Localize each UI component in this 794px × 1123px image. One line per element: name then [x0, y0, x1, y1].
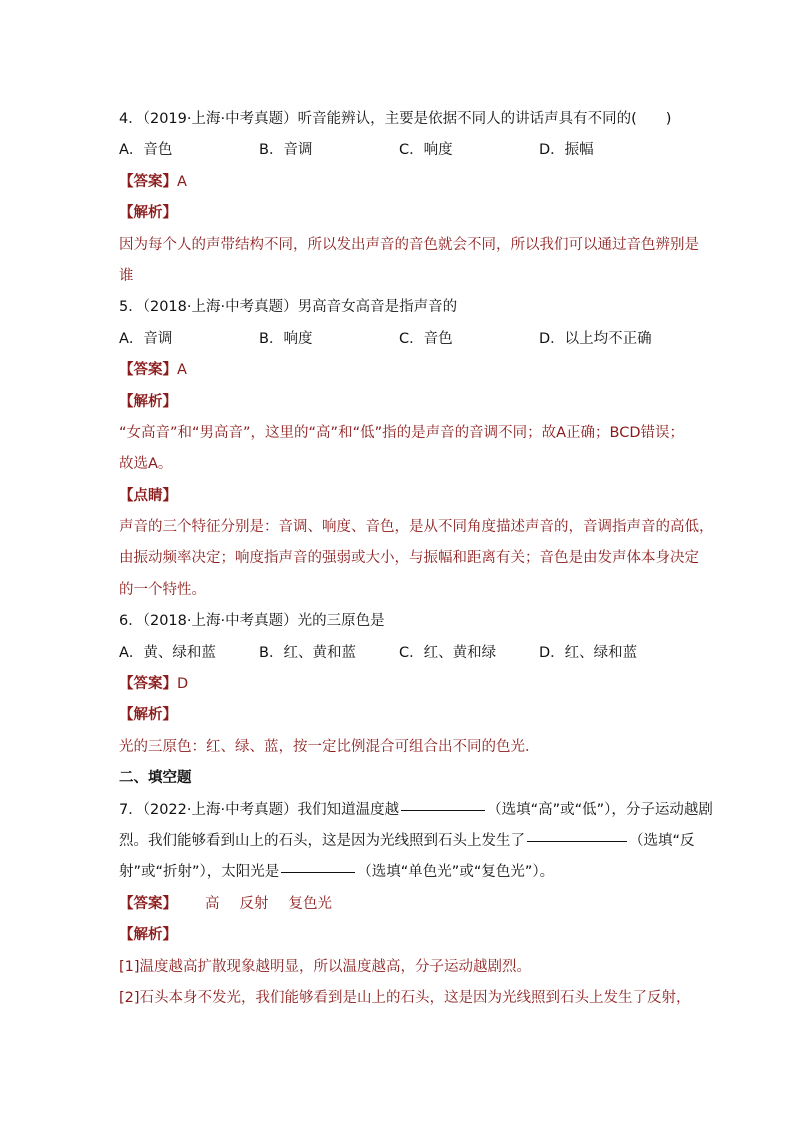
q4-answer — [119, 167, 679, 198]
q7-text: 烈。我们能够看到山上的石头，这是因为光线照到石头上发生了 — [119, 832, 525, 849]
q7-text: （选填“高”或“低”），分子运动越剧 — [487, 801, 713, 818]
answer-value: 反射 — [239, 895, 269, 912]
answer-label: 【答案】 — [119, 173, 177, 190]
answer-value: A — [177, 173, 187, 190]
q7-text: （选填“单色光”或“复色光”）。 — [357, 864, 555, 881]
q5-comment-label: 【点睛】 — [119, 487, 177, 504]
q6-option-a: A．黄、绿和蓝 — [119, 644, 216, 661]
q7-stem-line-1 — [119, 795, 713, 826]
fill-blank[interactable] — [281, 871, 355, 873]
q6-analysis-line: 光的三原色：红、绿、蓝，按一定比例混合可组合出不同的色光． — [119, 738, 540, 755]
q4-option-a: A．音色 — [119, 142, 173, 159]
answer-label: 【答案】 — [119, 362, 177, 379]
q5-analysis-line: “女高音”和“男高音”，这里的“高”和“低”指的是声音的音调不同；故A正确；BCD错误； — [119, 424, 684, 441]
q7-text: 7．（2022·上海·中考真题）我们知道温度越 — [119, 801, 400, 818]
q5-stem: 5．（2018·上海·中考真题）男高音女高音是指声音的 — [119, 299, 458, 316]
q6-answer — [119, 669, 679, 700]
q7-answer — [119, 889, 679, 920]
q5-comment-line: 由振动频率决定；响度指声音的强弱或大小，与振幅和距离有关；音色是由发声体本身决定 — [119, 550, 699, 567]
q7-text: （选填“反 — [629, 832, 695, 849]
q5-options — [119, 324, 679, 355]
q4-analysis-label: 【解析】 — [119, 205, 177, 222]
q7-stem-line-2 — [119, 826, 695, 857]
q6-option-c: C．红、黄和绿 — [399, 644, 497, 661]
answer-label: 【答案】 — [119, 676, 177, 693]
q4-analysis-line: 谁 — [119, 267, 134, 284]
fill-blank[interactable] — [401, 809, 485, 811]
q5-option-c: C．音色 — [399, 330, 453, 347]
q4-option-b: B．音调 — [259, 142, 313, 159]
q6-options — [119, 638, 679, 669]
answer-label: 【答案】 — [119, 895, 177, 912]
document-page — [119, 104, 714, 1014]
q6-option-d: D．红、绿和蓝 — [539, 644, 638, 661]
q7-text: 射”或“折射”），太阳光是 — [119, 864, 280, 881]
q6-option-b: B．红、黄和蓝 — [259, 644, 356, 661]
q4-options — [119, 135, 679, 166]
q5-option-b: B．响度 — [259, 330, 313, 347]
q7-analysis-line: [2]石头本身不发光，我们能够看到是山上的石头，这是因为光线照到石头上发生了反射， — [119, 989, 691, 1006]
q7-analysis-label: 【解析】 — [119, 927, 177, 944]
q4-option-c: C．响度 — [399, 142, 453, 159]
fill-blank[interactable] — [527, 840, 627, 842]
answer-value: A — [177, 362, 187, 379]
q5-answer — [119, 355, 679, 386]
q7-stem-line-3 — [119, 857, 679, 888]
q5-analysis-line: 故选A。 — [119, 456, 173, 473]
section-heading: 二、填空题 — [119, 770, 192, 787]
q4-analysis-line: 因为每个人的声带结构不同，所以发出声音的音色就会不同，所以我们可以通过音色辨别是 — [119, 236, 699, 253]
q5-comment-line: 声音的三个特征分别是：音调、响度、音色，是从不同角度描述声音的，音调指声音的高低， — [119, 519, 714, 536]
answer-value: D — [177, 676, 189, 693]
q6-stem: 6．（2018·上海·中考真题）光的三原色是 — [119, 613, 385, 630]
q4-option-d: D．振幅 — [539, 142, 594, 159]
q5-analysis-label: 【解析】 — [119, 393, 177, 410]
q4-stem: 4．（2019·上海·中考真题）听音能辨认，主要是依据不同人的讲话声具有不同的( ) — [119, 111, 672, 127]
q6-analysis-label: 【解析】 — [119, 707, 177, 724]
q7-analysis-line: [1]温度越高扩散现象越明显，所以温度越高，分子运动越剧烈。 — [119, 958, 532, 975]
answer-value: 复色光 — [288, 895, 332, 912]
q5-option-a: A．音调 — [119, 330, 173, 347]
answer-value: 高 — [205, 895, 220, 912]
q5-option-d: D．以上均不正确 — [539, 330, 652, 347]
q5-comment-line: 的一个特性。 — [119, 581, 206, 598]
